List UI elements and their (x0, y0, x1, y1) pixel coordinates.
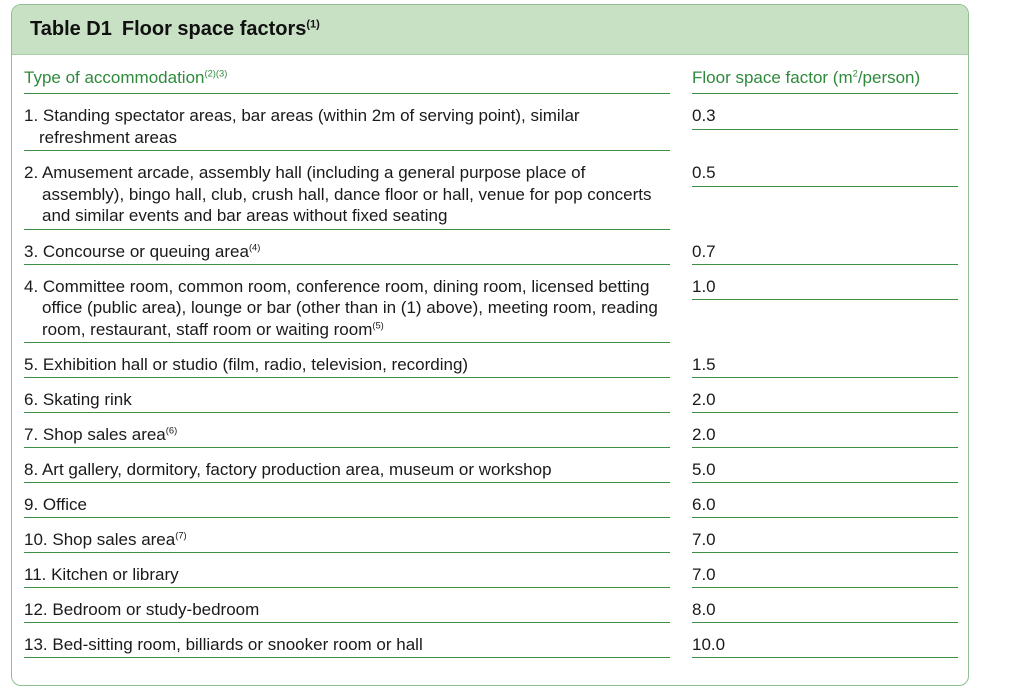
table-panel (11, 4, 969, 686)
accommodation-cell: 7. Shop sales area$^{(6)}$ (24, 413, 670, 448)
factor-cell: 0.3 (692, 94, 958, 130)
table-row (24, 448, 960, 483)
accommodation-cell: 5. Exhibition hall or studio (film, radio, television, recording) (24, 343, 670, 378)
accommodation-cell: 4. Committee room, common room, conference room, dining room, licensed betting office (public area), lounge or bar (other than in (1) above), meeting room, reading room, restaurant, staff room or waiting room$^{(5)}$ (24, 265, 670, 344)
accommodation-cell: 6. Skating rink (24, 378, 670, 413)
table-row (24, 623, 960, 658)
table-row (24, 483, 960, 518)
factor-cell: 1.0 (692, 265, 958, 301)
title-footnote-marker: (1) (306, 18, 320, 31)
accommodation-cell: 12. Bedroom or study-bedroom (24, 588, 670, 623)
factor-cell: 2.0 (692, 413, 958, 448)
factor-cell: 5.0 (692, 448, 958, 483)
floor-space-table (24, 63, 960, 658)
col-header-accommodation: Type of accommodation$^{(2)(3)}$ (24, 63, 670, 94)
accommodation-cell: 2. Amusement arcade, assembly hall (including a general purpose place of assembly), bingo hall, club, crush hall, dance floor or hall, venue for pop concerts and similar events and bar areas without fixed seating (24, 151, 670, 230)
factor-cell: 1.5 (692, 343, 958, 378)
table-title-bar (12, 5, 968, 55)
factor-cell: 2.0 (692, 378, 958, 413)
table-row (24, 343, 960, 378)
accommodation-cell: 1. Standing spectator areas, bar areas (within 2m of serving point), similar refreshment areas (24, 94, 670, 151)
accommodation-cell: 8. Art gallery, dormitory, factory production area, museum or workshop (24, 448, 670, 483)
factor-cell: 8.0 (692, 588, 958, 623)
accommodation-cell: 11. Kitchen or library (24, 553, 670, 588)
table-title: Floor space factors$^{(1)}$ (121, 18, 320, 40)
table-row (24, 230, 960, 265)
col-header-floor-space-factor: Floor space factor $(m^2/person)$ (692, 63, 958, 94)
factor-cell: 0.5 (692, 151, 958, 187)
table-label: Table D1 (30, 18, 112, 40)
table-row (24, 518, 960, 553)
accommodation-cell: 10. Shop sales area$^{(7)}$ (24, 518, 670, 553)
table-row (24, 413, 960, 448)
factor-cell: 7.0 (692, 518, 958, 553)
factor-cell: 0.7 (692, 230, 958, 265)
table-row (24, 378, 960, 413)
table-body (24, 94, 960, 658)
table-row (24, 553, 960, 588)
table-row (24, 265, 960, 344)
factor-cell: 7.0 (692, 553, 958, 588)
accommodation-cell: 13. Bed-sitting room, billiards or snooker room or hall (24, 623, 670, 658)
table-row (24, 588, 960, 623)
accommodation-cell: 9. Office (24, 483, 670, 518)
table-row (24, 151, 960, 230)
factor-cell: 6.0 (692, 483, 958, 518)
table-row (24, 94, 960, 151)
accommodation-cell: 3. Concourse or queuing area$^{(4)}$ (24, 230, 670, 265)
factor-cell: 10.0 (692, 623, 958, 658)
table-header-row (24, 63, 960, 94)
